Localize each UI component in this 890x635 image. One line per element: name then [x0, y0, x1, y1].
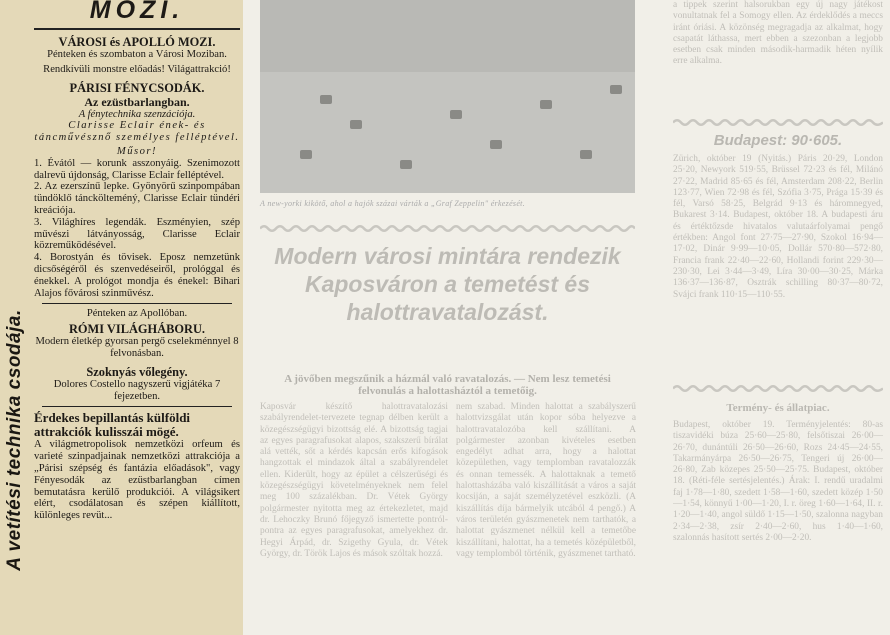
program-item: 2. Az ezerszínű lepke. Gyönyörű szinpompában tündöklő tánckölteméný, Clarisse Eclair tündéri kreációja. [34, 181, 240, 216]
film-description: Modern életkép gyorsan pergő cselekménnyel 8 felvonásban. [35, 336, 239, 359]
article-column-1: Kaposvár készítő halottravatalozási szabályrendelet-tervezete tegnap délben került a közegészségügyi bizottság elé. A bizottság tagjai az egyes paragrafusokat alapos, szakszerű bírálat alá vették, sőt a kérdés kapcsán erős kifogások hangzottak el mindazok által a szabályrendelet ellen. Kiderült, hogy az épület a célszerűségi és közegészségügyi követelményeknek nem felel meg 100 százalékban. Dr. Vétek György polgármester nyitotta meg az értekezletet, majd dr. Lehoczky Brunó főjegyző ismertette pontról-pontra az egyes paragrafusokat, amelyekhez dr. Hegyi Árpád, dr. Szigethy Gyula, dr. Vétek György, dr. Török Lajos és mások szóltak hozzá. [260, 402, 448, 559]
film-description: Dolores Costello nagyszerű vigjátéka 7 fejezetben. [53, 378, 221, 402]
film-title: Szoknyás vőlegény. [86, 364, 188, 379]
apollo-schedule: Pénteken az Apollóban. [86, 308, 188, 320]
wavy-rule [260, 224, 635, 233]
vertical-banner-text: A vetítési technika csodája. [4, 309, 25, 571]
boat-shape [540, 100, 552, 109]
article-column-2: nem szabad. Minden halottat a szabályszerű halottvizsgálat után kopor sóba helyezve a halottravatalozóba kell szállítani. A polgármester azonban kivételes esetben engedélyt adhat arra, hogy a halottat közepülethen, vagy templomban ravatalozzák és onnan temessék. A halottaknak a temető halottasházába való kiszállítását a város a saját kocsiján, a saját személyzetével eszközli. (A kiszállítás díja bármelyik utcából 4 pengő.) A város területén gyászmenetek nem tarthatók, a halottat gyászmenet nélkül kell a temetőbe kiszállítani, halottat, ha a temetés középületből, vagy templomból történik, gyászmenet tartható. [456, 402, 636, 559]
boat-shape [580, 150, 592, 159]
divider [42, 303, 232, 304]
commodity-heading: Termény- és állatpiac. [726, 402, 830, 414]
article-title: Érdekes bepillantás külföldi attrakciók kulisszái mögé. [34, 410, 191, 440]
section-header: MOZI. [34, 0, 240, 30]
show-subtitle: Az ezüstbarlangban. [84, 94, 190, 109]
performer-text: Clarisse Eclair ének- és táncművésznő személyes felléptével. [34, 120, 240, 144]
boat-shape [300, 150, 312, 159]
boat-shape [610, 85, 622, 94]
commodity-text: Budapest, október 19. Terményjelentés: 80-as tiszavidéki búza 25·60—25·80, felsőtiszai 26·00—26·70, dunántúli 26·50—26·60, Rozs 24·45—24·55, Takarmányárpa 26·50—26·75, Tengeri új 26·00—26·80, Zab közepes 25·50—25·75. Budapest, október 18. (Réti-féle sertésjelentés.) Árak: I. rendű uradalmi faj 1·78—1·80, szedett 1·58—1·60, szedett közép 1·50—1·54, könnyű 1·00—1·20, I. r. öreg 1·60—1·64, II. r. 1·20—1·40, angol süldő 1·15—1·50, szalonna nagyban 2·34—2·38, zsír 2·40—2·60, hus 1·40—1·60, szalonnás hasított sertés 2·00—2·20. [673, 420, 883, 543]
program-item: 3. Világhíres legendák. Eszményien, szép művészi látványosság, Clarisse Eclair közreműködésével. [34, 216, 240, 252]
boat-shape [350, 120, 362, 129]
wavy-rule [673, 118, 883, 127]
program-item: 4. Borostyán és tövisek. Eposz nemzetünk dicsőségéről és szenvedéseiről, prológgal és énekkel. A prológot mondja és énekel: Bihari Alajos fővárosi szinművész. [34, 252, 240, 299]
cinema-name: VÁROSI és APOLLÓ MOZI. [58, 35, 216, 49]
monstre-text: Rendkívüli monstre előadás! Világattrakció! [43, 63, 231, 75]
program-item: 1. Évától — korunk asszonyáig. Szenimozott dalrevü újdonság, Clarisse Eclair felléptével. [34, 157, 240, 181]
faded-page [243, 0, 890, 635]
schedule-text: Pénteken és szombaton a Városi Moziban. [47, 49, 227, 60]
boat-shape [320, 95, 332, 104]
photo-sky [260, 0, 635, 72]
harbor-photo [260, 0, 635, 193]
vertical-banner [0, 0, 30, 635]
article-headline: Modern városi mintára rendezik Kaposváron a temetést és halottravatalozást. [274, 243, 621, 325]
boat-shape [400, 160, 412, 169]
sports-text: a tippek szerint halsorukban egy új nagy játékost vonultatnak fel a Somogy ellen. Az érdeklődés a meccs iránt óriási. A közönség megragadja az alkalmat, hogy csapatát láthassa, mert ebben a szezonban a legjobb esetben csak minden második-harmadik héten nyílik erre alkalma. [673, 0, 883, 67]
cinema-listing [34, 0, 240, 522]
article-subheadline: A jövőben megszűnik a házmál való ravatalozás. — Nem lesz temetési felvonulás a halottasháztól a temetőig. [284, 373, 611, 397]
article-text: A világmetropolisok nemzetközi orfeum és varieté szinpadjainak nemzetközi attrakciója a „Párisi szépség és fantázia előadások", vagy Fényesodák az ezüstbarlangban címen bemutatásra kerülő produkciói. A világsikert elért, csodálatosan és szépen kiállított, különleges revüt... [34, 439, 240, 522]
market-text: Zürich, október 19 (Nyitás.) Páris 20·29, London 25·20, Newyork 519·55, Brüssel 72·23 és fél, Milánó 27·22, Madrid 85·65 és fél, Amsterdam 208·22, Berlin 123·77, Wien 72·98 és fél, Szófia 3·75, Prága 15·39 és fél, Varsó 58·25, Belgrád 9·13 és háromnegyed, Bukarest 3·14. Budapest, október 18. A budapesti áru és értéktőzsde hivatalos valutaárfolyamai pengő értékben: Angol font 27·75—27·90, Szokol 16·94—17·02, Dinár 9·99—10·05, Dollár 570·80—572·80, Francia frank 22·40—22·60, Hollandi forint 229·30—230·30, Lei 3·44—3·49, Líra 30·00—30·25, Márka 136·37—136·87, Osztrák schilling 80·37—80·72, Svájci frank 110·15—110·55. [673, 154, 883, 300]
show-title: PÁRISI FÉNYCSODÁK. [69, 80, 205, 95]
divider [42, 406, 232, 407]
program-label: Műsor! [116, 145, 158, 157]
boat-shape [490, 140, 502, 149]
market-heading: Budapest: 90·605. [713, 132, 843, 149]
left-column-clipping [0, 0, 243, 635]
film-title: RÓMI VILÁGHÁBORU. [68, 322, 206, 337]
wavy-rule [673, 384, 883, 393]
photo-caption: A new-yorki kikötő, ahol a hajók százai várták a „Graf Zeppelin" érkezését. [260, 199, 526, 208]
show-tagline: A fénytechnika szenzációja. [78, 108, 196, 120]
boat-shape [450, 110, 462, 119]
